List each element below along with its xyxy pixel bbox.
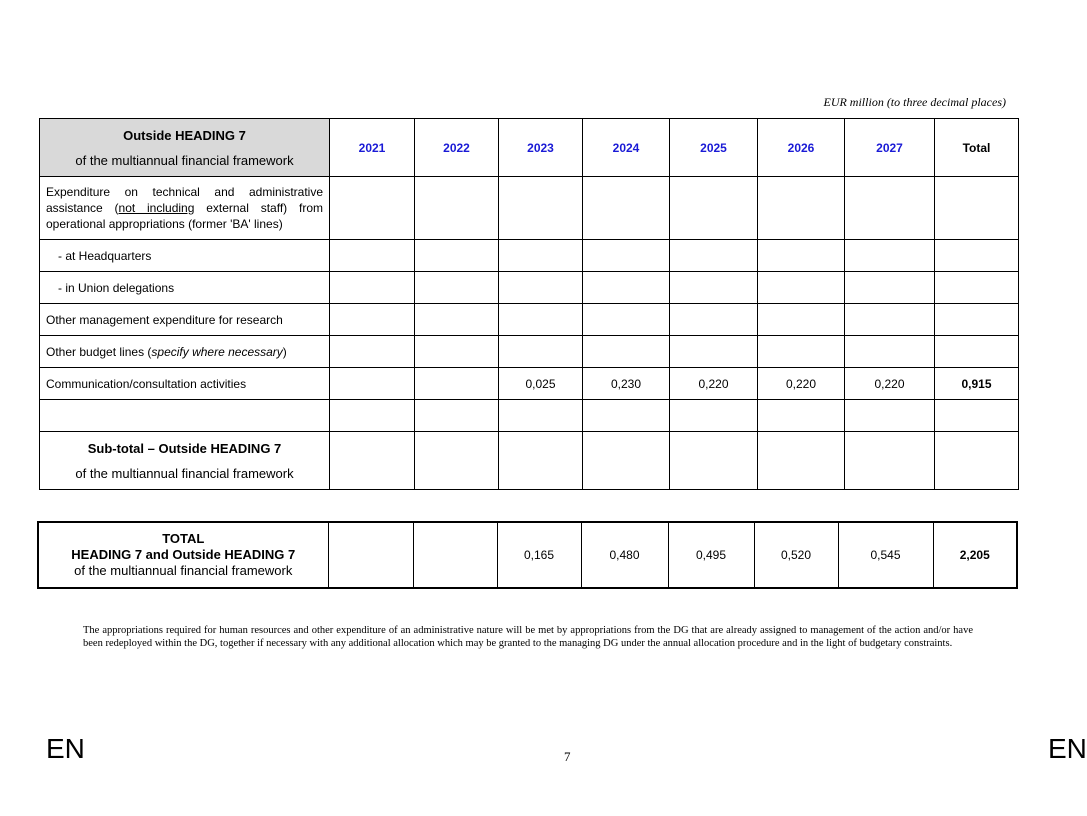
table-row bbox=[40, 177, 1019, 240]
unit-note: EUR million (to three decimal places) bbox=[823, 95, 1006, 109]
year-header: 2027 bbox=[845, 119, 935, 177]
grand-total-table bbox=[37, 521, 1018, 589]
footer-language-right: EN bbox=[1048, 733, 1087, 764]
row-label-research: Other management expenditure for research bbox=[40, 304, 330, 336]
header-row bbox=[40, 119, 1019, 177]
table-row bbox=[40, 272, 1019, 304]
value-cell: 0,220 bbox=[845, 368, 935, 400]
table-row bbox=[40, 368, 1019, 400]
table-row bbox=[40, 240, 1019, 272]
value-cell: 0,480 bbox=[581, 522, 668, 588]
table-row bbox=[40, 304, 1019, 336]
table-title: Outside HEADING 7 bbox=[123, 127, 246, 143]
year-header: 2023 bbox=[499, 119, 583, 177]
total-header: Total bbox=[935, 119, 1019, 177]
outside-heading-7-table bbox=[39, 118, 1019, 490]
value-cell: 0,165 bbox=[497, 522, 581, 588]
subtotal-label: Sub-total – Outside HEADING 7 of the multiannual financial framework bbox=[40, 432, 330, 490]
row-label-communication: Communication/consultation activities bbox=[40, 368, 330, 400]
table-subtitle: of the multiannual financial framework bbox=[75, 152, 294, 168]
grand-total-label: TOTAL HEADING 7 and Outside HEADING 7 of the multiannual financial framework bbox=[38, 522, 328, 588]
table-row bbox=[40, 400, 1019, 432]
row-label-headquarters: - at Headquarters bbox=[40, 240, 330, 272]
year-header: 2026 bbox=[758, 119, 845, 177]
value-cell bbox=[328, 522, 413, 588]
value-cell: 0,220 bbox=[670, 368, 758, 400]
value-cell bbox=[413, 522, 497, 588]
value-cell: 0,545 bbox=[838, 522, 933, 588]
grand-total-row bbox=[38, 522, 1017, 588]
footer-language: EN bbox=[46, 733, 85, 764]
value-cell bbox=[415, 368, 499, 400]
year-header: 2022 bbox=[415, 119, 499, 177]
footnote: The appropriations required for human resources and other expenditure of an administrative nature will be met by appropriations from the DG that are already assigned to management of the action and/or have been redeployed within the DG, together if necessary with any additional allocation which may be granted to the managing DG under the annual allocation procedure and in the light of budgetary constraints. bbox=[83, 625, 973, 649]
value-cell: 0,230 bbox=[583, 368, 670, 400]
row-label-technical: Expenditure on technical and administrative assistance (not including external staff) from operational appropriations (former 'BA' lines) bbox=[40, 177, 330, 240]
value-cell: 0,495 bbox=[668, 522, 754, 588]
subtotal-row bbox=[40, 432, 1019, 490]
table-row bbox=[40, 336, 1019, 368]
row-label-other-budget: Other budget lines (specify where necessary) bbox=[40, 336, 330, 368]
value-cell bbox=[330, 368, 415, 400]
row-total-cell: 0,915 bbox=[935, 368, 1019, 400]
year-header: 2025 bbox=[670, 119, 758, 177]
page-number: 7 bbox=[564, 749, 571, 764]
value-cell: 0,520 bbox=[754, 522, 838, 588]
year-header: 2021 bbox=[330, 119, 415, 177]
table-title-cell bbox=[40, 119, 330, 177]
value-cell: 0,220 bbox=[758, 368, 845, 400]
year-header: 2024 bbox=[583, 119, 670, 177]
value-cell: 0,025 bbox=[499, 368, 583, 400]
row-label-delegations: - in Union delegations bbox=[40, 272, 330, 304]
grand-total-value: 2,205 bbox=[933, 522, 1017, 588]
